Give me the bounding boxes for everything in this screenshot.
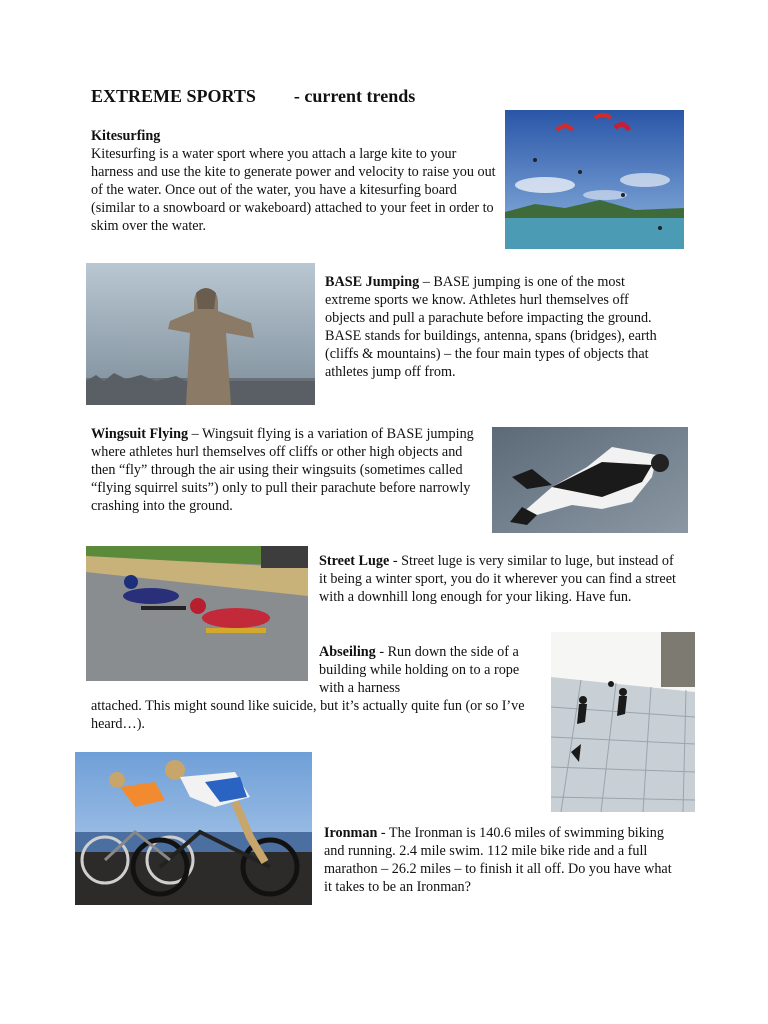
page-title (91, 86, 415, 107)
ironman-heading: Ironman (324, 825, 378, 841)
kitesurfing-body: Kitesurfing is a water sport where you attach a large kite to your harness and use the kite to generate power and velocity to raise you out of the water. Once out of the water, you have a kitesurfing board (similar to a snowboard or wakeboard) attached to your feet in order to skim over the water. (91, 146, 496, 234)
base-jumping-section (325, 273, 670, 381)
wingsuit-heading: Wingsuit Flying (91, 426, 189, 442)
wingsuit-image (492, 427, 688, 533)
kitesurfing-image (505, 110, 684, 249)
base-jumping-heading: BASE Jumping (325, 274, 420, 290)
base-jumping-body: – BASE jumping is one of the most extreme sports we know. Athletes hurl themselves off objects and pull a parachute before impacting the ground. BASE stands for buildings, antenna, spans (bridges), earth (cliffs & mountains) – the four main types of objects that athletes jump off from. (325, 274, 657, 380)
kitesurfing-heading: Kitesurfing (91, 128, 161, 144)
kitesurfing-section (91, 127, 496, 235)
street-luge-heading: Street Luge (319, 553, 390, 569)
title-main: EXTREME SPORTS (91, 86, 256, 106)
ironman-image (75, 752, 312, 905)
street-luge-section (319, 552, 679, 606)
wingsuit-section (91, 425, 483, 515)
title-subtitle: - current trends (293, 86, 416, 106)
abseiling-continuation (91, 697, 539, 733)
abseiling-section (319, 643, 533, 697)
street-luge-image (86, 546, 308, 681)
ironman-section (324, 824, 672, 896)
abseiling-body-part1: - Run down the side of a building while holding on to a rope with a harness (319, 644, 520, 696)
abseiling-image (551, 632, 695, 812)
abseiling-heading: Abseiling (319, 644, 376, 660)
base-jumping-image (86, 263, 315, 405)
wingsuit-body: – Wingsuit flying is a variation of BASE jumping where athletes hurl themselves off cliffs or other high objects and then “fly” through the air using their wingsuits (sometimes called “flying squirrel suits”) only to pull their parachute before narrowly crashing into the ground. (91, 426, 474, 514)
street-luge-body: - Street luge is very similar to luge, but instead of it being a winter sport, you do it wherever you can find a street with a downhill long enough for your liking. Have fun. (319, 553, 676, 605)
abseiling-body-part2: attached. This might sound like suicide, but it’s actually quite fun (or so I’ve heard…). (91, 698, 525, 732)
ironman-body: - The Ironman is 140.6 miles of swimming biking and running. 2.4 mile swim. 112 mile bike ride and a full marathon – 26.2 miles – to finish it all off. Do you have what it takes to be an Ironman? (324, 825, 672, 895)
